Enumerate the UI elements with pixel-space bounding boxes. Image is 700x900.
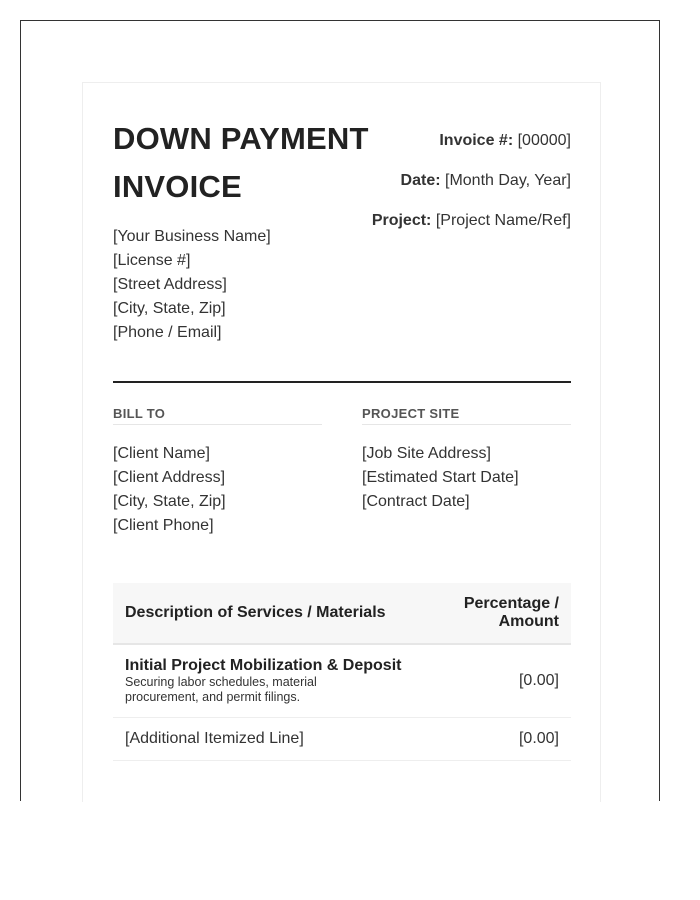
invoice-meta xyxy=(371,129,571,249)
client-phone: [Client Phone] xyxy=(113,517,214,534)
line-item-description: Securing labor schedules, material procurement, and permit filings. xyxy=(125,675,317,704)
invoice-number-row xyxy=(371,129,571,153)
business-city: [City, State, Zip] xyxy=(113,300,226,317)
document-frame xyxy=(20,20,660,801)
table-header-row xyxy=(113,583,571,644)
invoice-title: DOWN PAYMENT INVOICE xyxy=(113,121,369,204)
table-row xyxy=(113,718,571,761)
business-street: [Street Address] xyxy=(113,276,227,293)
invoice-date-row xyxy=(371,169,571,193)
line-item-description-cell xyxy=(113,718,437,761)
invoice-page xyxy=(82,82,601,802)
client-city: [City, State, Zip] xyxy=(113,493,226,510)
client-address: [Client Address] xyxy=(113,469,226,486)
bill-to-heading: BILL TO xyxy=(113,405,322,425)
line-item-amount: [0.00] xyxy=(437,718,571,761)
bill-to-section xyxy=(113,405,322,538)
description-column-header: Description of Services / Materials xyxy=(113,583,437,644)
table-row xyxy=(113,644,571,718)
amount-column-header: Percentage / Amount xyxy=(437,583,571,644)
project-site-section xyxy=(362,405,571,514)
line-items-table xyxy=(113,583,571,761)
client-name: [Client Name] xyxy=(113,445,210,462)
line-item-title: Initial Project Mobilization & Deposit xyxy=(125,657,402,674)
invoice-project-row xyxy=(371,209,571,233)
invoice-project-value: [Project Name/Ref] xyxy=(435,212,571,229)
business-contact: [Phone / Email] xyxy=(113,324,222,341)
project-site-lines xyxy=(362,442,571,514)
line-item-title: [Additional Itemized Line] xyxy=(125,730,304,747)
project-site-heading: PROJECT SITE xyxy=(362,405,571,425)
business-license: [License #] xyxy=(113,252,191,269)
business-info xyxy=(113,225,271,345)
header-divider xyxy=(113,381,571,383)
bill-to-lines xyxy=(113,442,322,538)
job-site-address: [Job Site Address] xyxy=(362,445,491,462)
invoice-project-label: Project: xyxy=(371,212,432,229)
invoice-number-value: [00000] xyxy=(517,132,571,149)
business-name: [Your Business Name] xyxy=(113,228,271,245)
invoice-number-label: Invoice #: xyxy=(439,132,514,149)
line-item-amount: [0.00] xyxy=(437,644,571,718)
invoice-date-value: [Month Day, Year] xyxy=(445,172,571,189)
line-item-description-cell xyxy=(113,644,437,718)
estimated-start-date: [Estimated Start Date] xyxy=(362,469,519,486)
invoice-date-label: Date: xyxy=(400,172,441,189)
contract-date: [Contract Date] xyxy=(362,493,470,510)
